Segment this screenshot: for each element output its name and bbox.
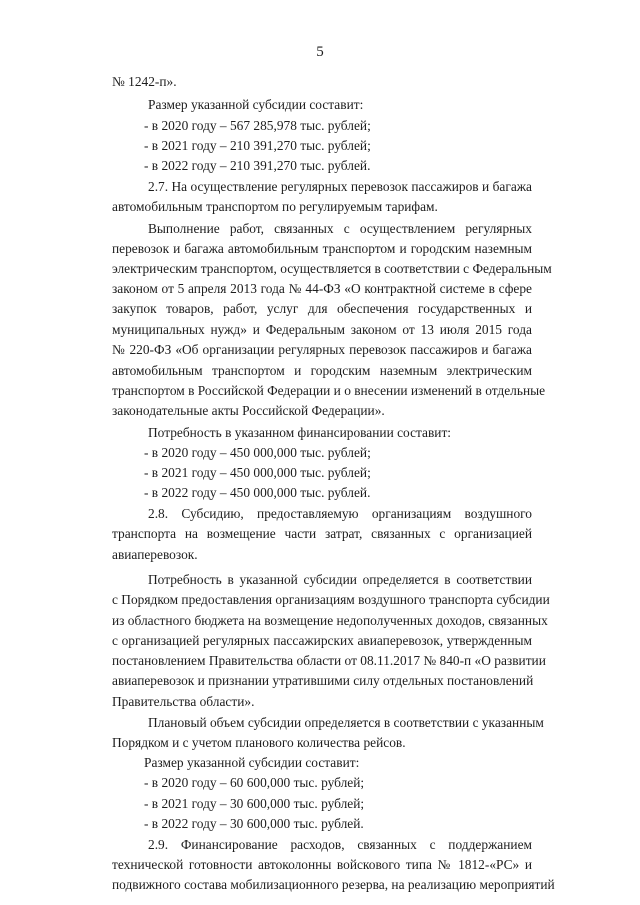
text-line: с Порядком предоставления организациям воздушного транспорта субсидии xyxy=(112,592,550,607)
text-line: автомобильным транспортом по регулируемым тарифам. xyxy=(112,199,438,214)
text-line: автомобильным транспортом и городским наземным электрическим xyxy=(112,363,532,378)
text-line: Размер указанной субсидии составит: xyxy=(144,755,360,770)
text-line: Потребность в указанной субсидии определяется в соответствии xyxy=(148,572,532,587)
list-item: - в 2022 году – 450 000,000 тыс. рублей. xyxy=(144,485,371,500)
text-line: Порядком и с учетом планового количества рейсов. xyxy=(112,735,406,750)
text-line: постановлением Правительства области от 08.11.2017 № 840-п «О развитии xyxy=(112,653,546,668)
text-line: транспортом в Российской Федерации и о внесении изменений в отдельные xyxy=(112,383,546,398)
list-item: - в 2021 году – 210 391,270 тыс. рублей; xyxy=(144,138,371,153)
list-item: - в 2020 году – 567 285,978 тыс. рублей; xyxy=(144,118,371,133)
text-line: транспорта на возмещение части затрат, связанных с организацией xyxy=(112,526,532,541)
text-line: подвижного состава мобилизационного резерва, на реализацию мероприятий xyxy=(112,877,555,892)
list-item: - в 2020 году – 60 600,000 тыс. рублей; xyxy=(144,775,365,790)
text-line: технической готовности автоколонны войскового типа № 1812-«РС» и xyxy=(112,857,532,872)
text-line: авиаперевозок и признании утратившими силу отдельных постановлений xyxy=(112,673,534,688)
text-line: из областного бюджета на возмещение недополученных доходов, связанных xyxy=(112,613,548,628)
text-line: муниципальных нужд» и Федеральным законом от 13 июля 2015 года xyxy=(112,322,532,337)
list-item: - в 2022 году – 30 600,000 тыс. рублей. xyxy=(144,816,364,831)
text-line: законом от 5 апреля 2013 года № 44-ФЗ «О контрактной системе в сфере xyxy=(112,281,532,296)
text-line: Плановый объем субсидии определяется в соответствии с указанным xyxy=(148,715,544,730)
text-line: с организацией регулярных пассажирских авиаперевозок, утвержденным xyxy=(112,633,532,648)
text-line: Правительства области». xyxy=(112,694,255,709)
text-line: № 220-ФЗ «Об организации регулярных перевозок пассажиров и багажа xyxy=(112,342,532,357)
section-heading: 2.9. Финансирование расходов, связанных с поддержанием xyxy=(148,837,532,852)
list-item: - в 2021 году – 30 600,000 тыс. рублей; xyxy=(144,796,365,811)
text-line: электрическим транспортом, осуществляется в соответствии с Федеральным xyxy=(112,261,552,276)
section-heading: 2.7. На осуществление регулярных перевозок пассажиров и багажа xyxy=(148,179,532,194)
list-item: - в 2021 году – 450 000,000 тыс. рублей; xyxy=(144,465,371,480)
text-line: авиаперевозок. xyxy=(112,547,198,562)
list-item: - в 2020 году – 450 000,000 тыс. рублей; xyxy=(144,445,371,460)
text-line: Выполнение работ, связанных с осуществлением регулярных xyxy=(148,221,532,236)
section-heading: 2.8. Субсидию, предоставляемую организациям воздушного xyxy=(148,506,532,521)
text-line: перевозок и багажа автомобильным транспортом и городским наземным xyxy=(112,241,532,256)
text-line: Размер указанной субсидии составит: xyxy=(148,97,364,112)
list-item: - в 2022 году – 210 391,270 тыс. рублей. xyxy=(144,158,371,173)
text-line: законодательные акты Российской Федерации». xyxy=(112,403,385,418)
text-line: закупок товаров, работ, услуг для обеспечения государственных и xyxy=(112,301,532,316)
page-number: 5 xyxy=(316,44,324,60)
text-line: Потребность в указанном финансировании составит: xyxy=(148,425,452,440)
text-line: № 1242-п». xyxy=(112,74,177,89)
